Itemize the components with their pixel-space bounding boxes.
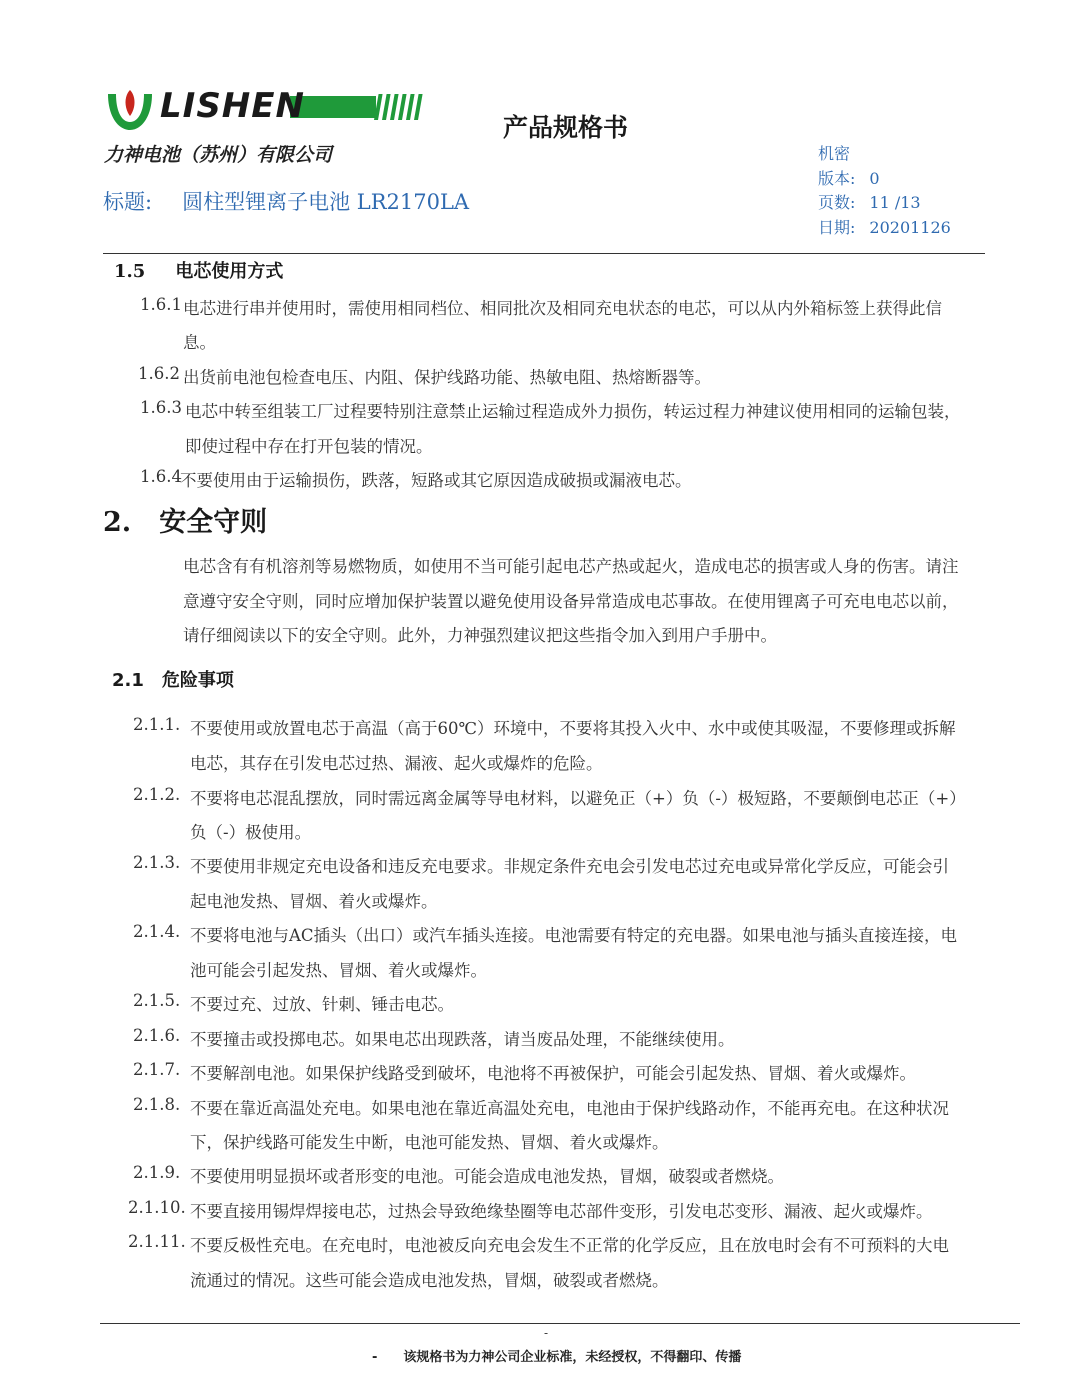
section-number: 2.: [103, 507, 132, 538]
item-number: 2.1.9.: [133, 1163, 181, 1182]
document-meta: [818, 142, 951, 240]
item-number: 2.1.7.: [133, 1060, 181, 1079]
logo-stripes: [374, 94, 423, 120]
item-text: 出货前电池包检查电压、内阻、保护线路功能、热敏电阻、热熔断器等。: [183, 368, 711, 387]
item-number: 2.1.10.: [128, 1198, 186, 1217]
version-value: 0: [869, 168, 880, 188]
section-number: 1.5: [114, 261, 146, 282]
subject-value: 圆柱型锂离子电池 LR2170LA: [182, 190, 470, 214]
item-number: 2.1.3.: [133, 853, 181, 872]
item-text: 息。: [183, 333, 216, 352]
section-title: 电芯使用方式: [175, 261, 284, 282]
item-text: 不要解剖电池。如果保护线路受到破坏，电池将不再被保护，可能会引起发热、冒烟、着火或爆炸。: [190, 1064, 916, 1083]
date-value: 20201126: [869, 217, 951, 237]
item-text: 电芯进行串并使用时，需使用相同档位、相同批次及相同充电状态的电芯，可以从内外箱标签上获得此信: [183, 299, 942, 318]
footer-notice: [372, 1346, 741, 1365]
footer-dash: -: [372, 1350, 378, 1365]
item-text: 不要过充、过放、针刺、锤击电芯。: [190, 995, 454, 1014]
item-number: 2.1.11.: [128, 1232, 186, 1251]
item-text: 不要反极性充电。在充电时，电池被反向充电会发生不正常的化学反应，且在放电时会有不可预料的大电: [190, 1236, 949, 1255]
date-row: [818, 216, 951, 241]
item-number: 1.6.2: [138, 364, 180, 383]
item-text: 不要使用明显损坏或者形变的电池。可能会造成电池发热，冒烟，破裂或者燃烧。: [190, 1167, 784, 1186]
intro-text: 电芯含有有机溶剂等易燃物质，如使用不当可能引起电芯产热或起火，造成电芯的损害或人身的伤害。请注: [183, 557, 959, 576]
item-number: 2.1.4.: [133, 922, 181, 941]
item-text: 电芯，其存在引发电芯过热、漏液、起火或爆炸的危险。: [190, 754, 603, 773]
section-number: 2.1: [112, 670, 144, 691]
footer-center-mark: -: [544, 1326, 549, 1340]
pages-value: 11 /13: [869, 193, 921, 212]
section-title: 安全守则: [159, 507, 268, 538]
version-label: 版本:: [818, 168, 856, 188]
item-number: 2.1.1.: [133, 715, 181, 734]
item-text: 不要撞击或投掷电芯。如果电芯出现跌落，请当废品处理，不能继续使用。: [190, 1030, 735, 1049]
item-number: 1.6.1: [140, 295, 182, 314]
subject-line: [103, 186, 469, 216]
item-number: 1.6.3: [140, 398, 182, 417]
item-text: 即使过程中存在打开包装的情况。: [185, 437, 433, 456]
logo-wordmark: LISHEN: [160, 86, 305, 126]
section-heading-2: [103, 500, 267, 539]
header-divider: [103, 253, 985, 254]
item-text: 起电池发热、冒烟、着火或爆炸。: [190, 892, 438, 911]
item-number: 2.1.8.: [133, 1095, 181, 1114]
footer-divider: [100, 1323, 1020, 1324]
item-text: 不要使用由于运输损伤，跌落，短路或其它原因造成破损或漏液电芯。: [180, 471, 692, 490]
item-number: 1.6.4: [140, 467, 182, 486]
item-text: 流通过的情况。这些可能会造成电池发热，冒烟，破裂或者燃烧。: [190, 1271, 669, 1290]
item-text: 不要使用或放置电芯于高温（高于60℃）环境中，不要将其投入火中、水中或使其吸湿，不要修理或拆解: [190, 719, 956, 738]
item-text: 不要使用非规定充电设备和违反充电要求。非规定条件充电会引发电芯过充电或异常化学反应，可能会引: [190, 857, 949, 876]
confidential-label: 机密: [818, 144, 851, 163]
section-heading-2-1: [112, 666, 234, 692]
item-number: 2.1.5.: [133, 991, 181, 1010]
intro-text: 请仔细阅读以下的安全守则。此外，力神强烈建议把这些指令加入到用户手册中。: [183, 626, 777, 645]
document-title: 产品规格书: [503, 113, 629, 142]
pages-label: 页数:: [818, 193, 856, 212]
item-text: 负（-）极使用。: [190, 823, 312, 842]
date-label: 日期:: [818, 217, 856, 237]
footer-text: 该规格书为力神公司企业标准，未经授权，不得翻印、传播: [403, 1350, 742, 1365]
section-heading-1-5: [114, 257, 283, 283]
item-text: 池可能会引起发热、冒烟、着火或爆炸。: [190, 961, 487, 980]
item-text: 不要将电池与AC插头（出口）或汽车插头连接。电池需要有特定的充电器。如果电池与插头直接连接，电: [190, 926, 958, 945]
item-text: 不要将电芯混乱摆放，同时需远离金属等导电材料，以避免正（+）负（-）极短路，不要颠倒电芯正（+）: [190, 789, 966, 808]
version-row: [818, 167, 951, 192]
item-number: 2.1.6.: [133, 1026, 181, 1045]
logo-emblem-icon: [108, 90, 152, 130]
item-text: 不要在靠近高温处充电。如果电池在靠近高温处充电，电池由于保护线路动作，不能再充电。在这种状况: [190, 1099, 949, 1118]
company-name: 力神电池（苏州）有限公司: [104, 144, 333, 166]
item-text: 下，保护线路可能发生中断，电池可能发热、冒烟、着火或爆炸。: [190, 1133, 669, 1152]
subject-label: 标题:: [103, 190, 153, 214]
intro-text: 意遵守安全守则，同时应增加保护装置以避免使用设备异常造成电芯事故。在使用锂离子可充电电芯以前，: [183, 592, 959, 611]
pages-row: [818, 191, 951, 216]
section-title: 危险事项: [161, 670, 234, 691]
item-text: 电芯中转至组装工厂过程要特别注意禁止运输过程造成外力损伤，转运过程力神建议使用相同的运输包装，: [185, 402, 961, 421]
item-text: 不要直接用锡焊焊接电芯，过热会导致绝缘垫圈等电芯部件变形，引发电芯变形、漏液、起火或爆炸。: [190, 1202, 933, 1221]
item-number: 2.1.2.: [133, 785, 181, 804]
